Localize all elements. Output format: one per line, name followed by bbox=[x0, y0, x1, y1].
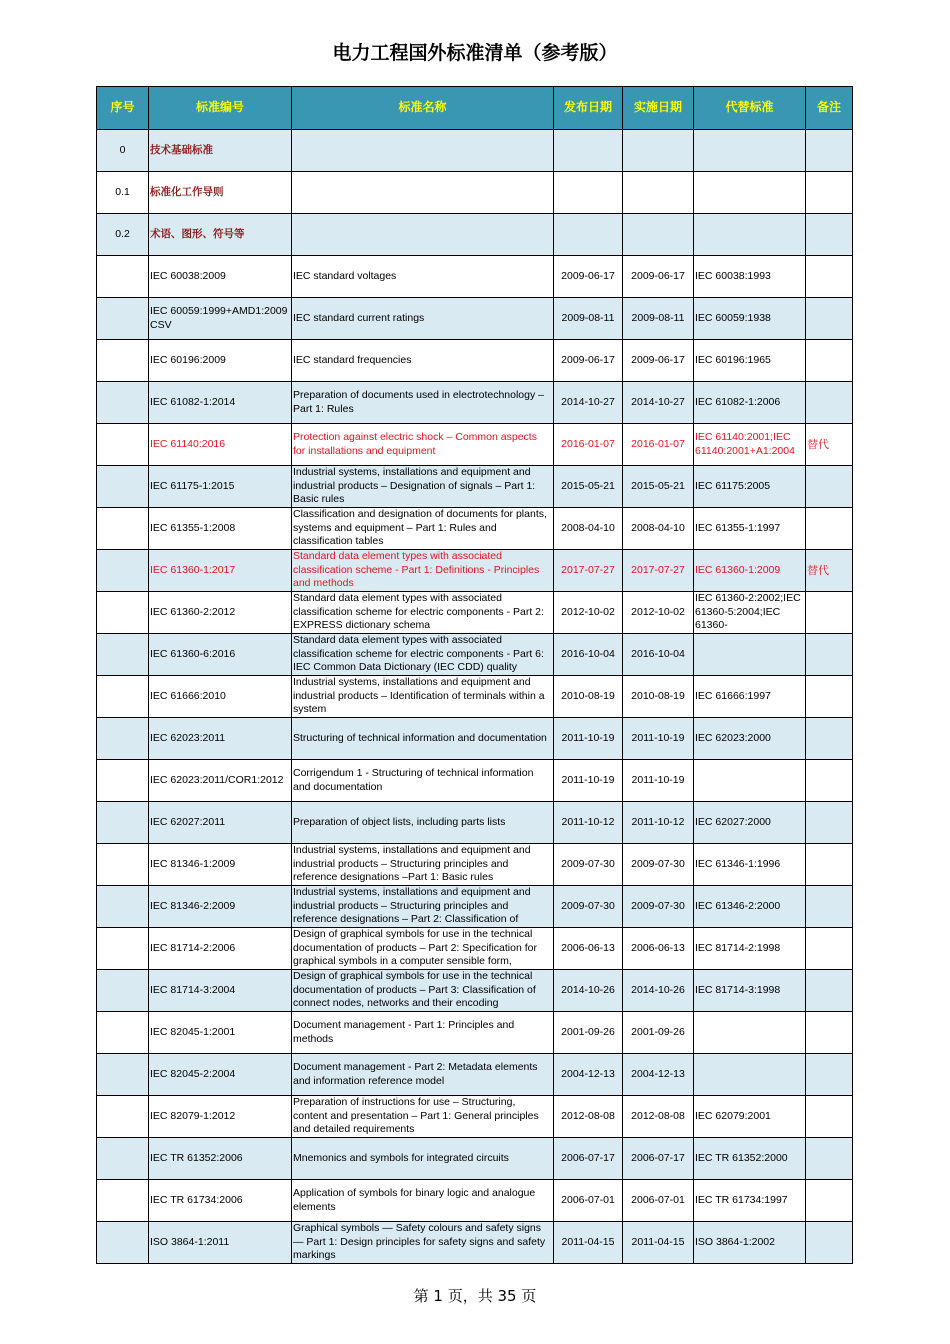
cell-code bbox=[149, 592, 292, 634]
code-text: IEC 61666:2010 bbox=[150, 689, 226, 702]
cell-note bbox=[806, 802, 853, 844]
cell-impl-date: 2009-06-17 bbox=[623, 340, 694, 382]
name-text: Classification and designation of documents for plants, systems and equipment – Part 1: Rules and classification tables bbox=[293, 508, 547, 548]
cell-seq bbox=[97, 592, 149, 634]
cell-seq: 0.2 bbox=[97, 214, 149, 256]
name-text: Design of graphical symbols for use in the technical documentation of products – Part 3: Classification of connect nodes, networks and their encoding bbox=[293, 970, 536, 1010]
cell-replaces bbox=[694, 970, 806, 1012]
cell-category: 术语、图形、符号等 bbox=[149, 214, 292, 256]
cell-impl-date: 2006-07-01 bbox=[623, 1180, 694, 1222]
cell-note bbox=[806, 970, 853, 1012]
cell-seq bbox=[97, 466, 149, 508]
cell-pub-date: 2011-10-12 bbox=[554, 802, 623, 844]
cell-empty bbox=[554, 214, 623, 256]
cell-seq bbox=[97, 382, 149, 424]
code-text: IEC 60059:1999+AMD1:2009 CSV bbox=[150, 305, 288, 331]
cell-impl-date: 2006-07-17 bbox=[623, 1138, 694, 1180]
cell-impl-date: 2006-06-13 bbox=[623, 928, 694, 970]
page-title: 电力工程国外标准清单（参考版） bbox=[332, 42, 618, 64]
name-text: Protection against electric shock – Common aspects for installations and equipment bbox=[293, 431, 537, 457]
cell-impl-date: 2014-10-26 bbox=[623, 970, 694, 1012]
cell-impl-date: 2004-12-13 bbox=[623, 1054, 694, 1096]
code-text: IEC 61360-2:2012 bbox=[150, 605, 236, 618]
cell-replaces bbox=[694, 424, 806, 466]
code-text: IEC 81714-3:2004 bbox=[150, 983, 236, 996]
code-text: IEC 81346-1:2009 bbox=[150, 857, 236, 870]
cell-name bbox=[292, 466, 554, 508]
cell-code bbox=[149, 1012, 292, 1054]
cell-note bbox=[806, 592, 853, 634]
cell-name bbox=[292, 886, 554, 928]
cell-impl-date: 2010-08-19 bbox=[623, 676, 694, 718]
cell-name bbox=[292, 340, 554, 382]
table-row bbox=[97, 1222, 853, 1264]
table-row bbox=[97, 1054, 853, 1096]
table-row bbox=[97, 256, 853, 298]
cell-note bbox=[806, 508, 853, 550]
cell-pub-date: 2009-07-30 bbox=[554, 844, 623, 886]
replaces-text: IEC 61082-1:2006 bbox=[695, 395, 781, 408]
code-text: IEC 82045-2:2004 bbox=[150, 1067, 236, 1080]
code-text: IEC 82045-1:2001 bbox=[150, 1025, 236, 1038]
cell-replaces bbox=[694, 844, 806, 886]
cell-code bbox=[149, 340, 292, 382]
cell-impl-date: 2009-07-30 bbox=[623, 844, 694, 886]
cell-seq bbox=[97, 298, 149, 340]
cell-pub-date: 2009-07-30 bbox=[554, 886, 623, 928]
header-replaces: 代替标准 bbox=[694, 87, 806, 130]
cell-name bbox=[292, 718, 554, 760]
table-row bbox=[97, 298, 853, 340]
cell-pub-date: 2012-08-08 bbox=[554, 1096, 623, 1138]
cell-name bbox=[292, 298, 554, 340]
cell-code bbox=[149, 256, 292, 298]
cell-impl-date: 2001-09-26 bbox=[623, 1012, 694, 1054]
cell-name bbox=[292, 424, 554, 466]
cell-note bbox=[806, 256, 853, 298]
cell-empty bbox=[806, 172, 853, 214]
name-text: Mnemonics and symbols for integrated circuits bbox=[293, 1151, 509, 1164]
name-text: Document management - Part 2: Metadata elements and information reference model bbox=[293, 1061, 538, 1087]
cell-note bbox=[806, 928, 853, 970]
header-name: 标准名称 bbox=[292, 87, 554, 130]
code-text: IEC 82079-1:2012 bbox=[150, 1109, 236, 1122]
cell-pub-date: 2014-10-27 bbox=[554, 382, 623, 424]
name-text: Corrigendum 1 - Structuring of technical information and documentation bbox=[293, 767, 534, 793]
name-text: Preparation of object lists, including parts lists bbox=[293, 815, 506, 828]
cell-name bbox=[292, 1096, 554, 1138]
name-text: Industrial systems, installations and equipment and industrial products – Structuring principles and reference designations – Part 2: Classification of bbox=[293, 886, 531, 926]
name-text: Standard data element types with associated classification scheme for electric components - Part 6: IEC Common Data Dictionary (IEC CDD) quality bbox=[293, 634, 544, 674]
name-text: Design of graphical symbols for use in the technical documentation of products – Part 2: Specification for graphical symbols in a computer sensible form, bbox=[293, 928, 537, 968]
replaces-text: IEC 62079:2001 bbox=[695, 1109, 771, 1122]
cell-code bbox=[149, 508, 292, 550]
table-row bbox=[97, 1138, 853, 1180]
cell-pub-date: 2006-07-17 bbox=[554, 1138, 623, 1180]
code-text: IEC 81714-2:2006 bbox=[150, 941, 236, 954]
table-row bbox=[97, 1012, 853, 1054]
cell-replaces bbox=[694, 340, 806, 382]
cell-pub-date: 2009-08-11 bbox=[554, 298, 623, 340]
code-text: IEC 61355-1:2008 bbox=[150, 521, 236, 534]
cell-seq bbox=[97, 886, 149, 928]
cell-pub-date: 2009-06-17 bbox=[554, 256, 623, 298]
cell-pub-date: 2014-10-26 bbox=[554, 970, 623, 1012]
cell-empty bbox=[623, 130, 694, 172]
cell-name bbox=[292, 1222, 554, 1264]
cell-category: 技术基础标准 bbox=[149, 130, 292, 172]
table-body bbox=[97, 130, 853, 1264]
table-row bbox=[97, 718, 853, 760]
replaces-text: IEC 61666:1997 bbox=[695, 689, 771, 702]
cell-code bbox=[149, 886, 292, 928]
code-text: IEC 62023:2011 bbox=[150, 731, 226, 744]
cell-empty bbox=[623, 214, 694, 256]
replaces-text: IEC TR 61734:1997 bbox=[695, 1193, 788, 1206]
cell-category: 标准化工作导则 bbox=[149, 172, 292, 214]
replaces-text: IEC 61346-1:1996 bbox=[695, 857, 781, 870]
name-text: Standard data element types with associated classification scheme for electric components - Part 2: EXPRESS dictionary schema bbox=[293, 592, 544, 632]
code-text: IEC 61360-6:2016 bbox=[150, 647, 236, 660]
cell-impl-date: 2008-04-10 bbox=[623, 508, 694, 550]
table-row bbox=[97, 592, 853, 634]
cell-note bbox=[806, 676, 853, 718]
replaces-text: IEC 61346-2:2000 bbox=[695, 899, 781, 912]
cell-code bbox=[149, 382, 292, 424]
cell-empty bbox=[554, 172, 623, 214]
cell-pub-date: 2015-05-21 bbox=[554, 466, 623, 508]
cell-note bbox=[806, 466, 853, 508]
cell-replaces bbox=[694, 466, 806, 508]
cell-replaces bbox=[694, 1138, 806, 1180]
table-row bbox=[97, 1096, 853, 1138]
name-text: Preparation of instructions for use – Structuring, content and presentation – Part 1: General principles and detailed requirements bbox=[293, 1096, 539, 1136]
name-text: Document management - Part 1: Principles and methods bbox=[293, 1019, 515, 1045]
name-text: IEC standard voltages bbox=[293, 269, 397, 282]
cell-empty bbox=[623, 172, 694, 214]
cell-seq bbox=[97, 256, 149, 298]
cell-impl-date: 2015-05-21 bbox=[623, 466, 694, 508]
code-text: IEC 61175-1:2015 bbox=[150, 479, 235, 492]
table-row bbox=[97, 550, 853, 592]
cell-pub-date: 2011-10-19 bbox=[554, 718, 623, 760]
cell-pub-date: 2009-06-17 bbox=[554, 340, 623, 382]
table-row bbox=[97, 760, 853, 802]
table-row bbox=[97, 802, 853, 844]
cell-seq: 0 bbox=[97, 130, 149, 172]
cell-seq bbox=[97, 802, 149, 844]
category-row bbox=[97, 214, 853, 256]
cell-name bbox=[292, 256, 554, 298]
replaces-text: IEC 60196:1965 bbox=[695, 353, 771, 366]
cell-note bbox=[806, 382, 853, 424]
table-row bbox=[97, 886, 853, 928]
cell-code bbox=[149, 424, 292, 466]
replaces-text: IEC 81714-3:1998 bbox=[695, 983, 781, 996]
cell-note bbox=[806, 634, 853, 676]
cell-code bbox=[149, 1180, 292, 1222]
cell-seq bbox=[97, 676, 149, 718]
code-text: IEC 60038:2009 bbox=[150, 269, 226, 282]
table-row bbox=[97, 844, 853, 886]
page-footer: 第 1 页，共 35 页 bbox=[413, 1287, 537, 1305]
name-text: Graphical symbols — Safety colours and safety signs — Part 1: Design principles for safety signs and safety markings bbox=[293, 1222, 546, 1262]
replaces-text: ISO 3864-1:2002 bbox=[695, 1235, 775, 1248]
cell-name bbox=[292, 592, 554, 634]
cell-replaces bbox=[694, 1054, 806, 1096]
name-text: Application of symbols for binary logic and analogue elements bbox=[293, 1187, 536, 1213]
cell-code bbox=[149, 718, 292, 760]
cell-seq: 0.1 bbox=[97, 172, 149, 214]
cell-impl-date: 2016-01-07 bbox=[623, 424, 694, 466]
cell-seq bbox=[97, 1012, 149, 1054]
cell-replaces bbox=[694, 550, 806, 592]
cell-seq bbox=[97, 1180, 149, 1222]
cell-replaces bbox=[694, 592, 806, 634]
cell-note bbox=[806, 298, 853, 340]
cell-pub-date: 2011-10-19 bbox=[554, 760, 623, 802]
table-row bbox=[97, 424, 853, 466]
cell-code bbox=[149, 1054, 292, 1096]
cell-note bbox=[806, 1180, 853, 1222]
cell-seq bbox=[97, 634, 149, 676]
cell-replaces bbox=[694, 1096, 806, 1138]
cell-pub-date: 2011-04-15 bbox=[554, 1222, 623, 1264]
cell-seq bbox=[97, 844, 149, 886]
table-row bbox=[97, 340, 853, 382]
cell-code bbox=[149, 466, 292, 508]
cell-impl-date: 2009-06-17 bbox=[623, 256, 694, 298]
name-text: IEC standard current ratings bbox=[293, 311, 425, 324]
cell-name bbox=[292, 382, 554, 424]
cell-code bbox=[149, 298, 292, 340]
cell-pub-date: 2017-07-27 bbox=[554, 550, 623, 592]
table-header-row bbox=[97, 87, 853, 130]
cell-empty bbox=[694, 214, 806, 256]
name-text: Industrial systems, installations and equipment and industrial products – Structuring principles and reference designations –Part 1: Basic rules bbox=[293, 844, 531, 884]
cell-impl-date: 2011-04-15 bbox=[623, 1222, 694, 1264]
table-row bbox=[97, 634, 853, 676]
replaces-text: IEC 61360-1:2009 bbox=[695, 563, 781, 576]
header-impl-date: 实施日期 bbox=[623, 87, 694, 130]
code-text: IEC TR 61734:2006 bbox=[150, 1193, 243, 1206]
cell-seq bbox=[97, 970, 149, 1012]
cell-note bbox=[806, 1054, 853, 1096]
code-text: IEC TR 61352:2006 bbox=[150, 1151, 243, 1164]
cell-note bbox=[806, 1222, 853, 1264]
cell-replaces bbox=[694, 298, 806, 340]
header-pub-date: 发布日期 bbox=[554, 87, 623, 130]
cell-replaces bbox=[694, 382, 806, 424]
cell-code bbox=[149, 550, 292, 592]
header-code: 标准编号 bbox=[149, 87, 292, 130]
cell-seq bbox=[97, 1054, 149, 1096]
cell-name bbox=[292, 1138, 554, 1180]
cell-note: 替代 bbox=[806, 550, 853, 592]
replaces-text: IEC 60038:1993 bbox=[695, 269, 771, 282]
table-row bbox=[97, 508, 853, 550]
cell-seq bbox=[97, 1222, 149, 1264]
cell-replaces bbox=[694, 634, 806, 676]
cell-empty bbox=[292, 130, 554, 172]
cell-replaces bbox=[694, 256, 806, 298]
cell-name bbox=[292, 928, 554, 970]
cell-code bbox=[149, 1222, 292, 1264]
cell-impl-date: 2009-07-30 bbox=[623, 886, 694, 928]
cell-name bbox=[292, 970, 554, 1012]
cell-empty bbox=[292, 172, 554, 214]
cell-name bbox=[292, 508, 554, 550]
cell-seq bbox=[97, 550, 149, 592]
cell-replaces bbox=[694, 886, 806, 928]
cell-empty bbox=[806, 214, 853, 256]
cell-note bbox=[806, 718, 853, 760]
cell-empty bbox=[694, 130, 806, 172]
cell-pub-date: 2012-10-02 bbox=[554, 592, 623, 634]
table-row bbox=[97, 382, 853, 424]
cell-note bbox=[806, 760, 853, 802]
cell-impl-date: 2017-07-27 bbox=[623, 550, 694, 592]
cell-note bbox=[806, 1012, 853, 1054]
cell-code bbox=[149, 844, 292, 886]
standards-table bbox=[96, 86, 853, 1264]
table-row bbox=[97, 1180, 853, 1222]
cell-code bbox=[149, 1096, 292, 1138]
header-seq: 序号 bbox=[97, 87, 149, 130]
cell-code bbox=[149, 676, 292, 718]
cell-note bbox=[806, 1096, 853, 1138]
cell-empty bbox=[554, 130, 623, 172]
code-text: IEC 60196:2009 bbox=[150, 353, 226, 366]
cell-impl-date: 2011-10-19 bbox=[623, 760, 694, 802]
cell-note bbox=[806, 844, 853, 886]
cell-code bbox=[149, 634, 292, 676]
cell-name bbox=[292, 550, 554, 592]
cell-pub-date: 2006-07-01 bbox=[554, 1180, 623, 1222]
cell-name bbox=[292, 1054, 554, 1096]
cell-replaces bbox=[694, 1180, 806, 1222]
replaces-text: IEC 61140:2001;IEC 61140:2001+A1:2004 bbox=[695, 431, 795, 457]
cell-replaces bbox=[694, 760, 806, 802]
cell-impl-date: 2012-10-02 bbox=[623, 592, 694, 634]
code-text: IEC 62027:2011 bbox=[150, 815, 226, 828]
replaces-text: IEC TR 61352:2000 bbox=[695, 1151, 788, 1164]
cell-note bbox=[806, 340, 853, 382]
cell-impl-date: 2016-10-04 bbox=[623, 634, 694, 676]
cell-name bbox=[292, 676, 554, 718]
cell-replaces bbox=[694, 928, 806, 970]
table-row bbox=[97, 928, 853, 970]
cell-pub-date: 2016-01-07 bbox=[554, 424, 623, 466]
cell-pub-date: 2008-04-10 bbox=[554, 508, 623, 550]
replaces-text: IEC 62027:2000 bbox=[695, 815, 771, 828]
cell-replaces bbox=[694, 802, 806, 844]
cell-code bbox=[149, 1138, 292, 1180]
name-text: Structuring of technical information and documentation bbox=[293, 731, 547, 744]
cell-seq bbox=[97, 508, 149, 550]
cell-pub-date: 2010-08-19 bbox=[554, 676, 623, 718]
cell-replaces bbox=[694, 718, 806, 760]
replaces-text: IEC 62023:2000 bbox=[695, 731, 771, 744]
cell-seq bbox=[97, 928, 149, 970]
cell-note: 替代 bbox=[806, 424, 853, 466]
cell-code bbox=[149, 928, 292, 970]
cell-name bbox=[292, 844, 554, 886]
cell-name bbox=[292, 634, 554, 676]
cell-seq bbox=[97, 1096, 149, 1138]
cell-pub-date: 2001-09-26 bbox=[554, 1012, 623, 1054]
cell-name bbox=[292, 1012, 554, 1054]
name-text: Industrial systems, installations and equipment and industrial products – Identification of terminals within a system bbox=[293, 676, 545, 716]
cell-seq bbox=[97, 340, 149, 382]
cell-empty bbox=[806, 130, 853, 172]
cell-note bbox=[806, 1138, 853, 1180]
code-text: IEC 81346-2:2009 bbox=[150, 899, 236, 912]
name-text: IEC standard frequencies bbox=[293, 353, 412, 366]
table-row bbox=[97, 466, 853, 508]
cell-impl-date: 2012-08-08 bbox=[623, 1096, 694, 1138]
code-text: IEC 61140:2016 bbox=[150, 437, 226, 450]
name-text: Preparation of documents used in electrotechnology – Part 1: Rules bbox=[293, 389, 544, 415]
category-row bbox=[97, 130, 853, 172]
category-row bbox=[97, 172, 853, 214]
cell-seq bbox=[97, 1138, 149, 1180]
cell-impl-date: 2011-10-12 bbox=[623, 802, 694, 844]
cell-empty bbox=[694, 172, 806, 214]
table-row bbox=[97, 676, 853, 718]
replaces-text: IEC 61355-1:1997 bbox=[695, 521, 781, 534]
table-row bbox=[97, 970, 853, 1012]
cell-pub-date: 2016-10-04 bbox=[554, 634, 623, 676]
cell-seq bbox=[97, 760, 149, 802]
cell-replaces bbox=[694, 508, 806, 550]
cell-seq bbox=[97, 718, 149, 760]
cell-code bbox=[149, 970, 292, 1012]
cell-code bbox=[149, 802, 292, 844]
cell-seq bbox=[97, 424, 149, 466]
cell-impl-date: 2011-10-19 bbox=[623, 718, 694, 760]
header-note: 备注 bbox=[806, 87, 853, 130]
cell-code bbox=[149, 760, 292, 802]
name-text: Industrial systems, installations and equipment and industrial products – Designation of signals – Part 1: Basic rules bbox=[293, 466, 536, 506]
cell-pub-date: 2004-12-13 bbox=[554, 1054, 623, 1096]
cell-note bbox=[806, 886, 853, 928]
code-text: IEC 61082-1:2014 bbox=[150, 395, 236, 408]
replaces-text: IEC 81714-2:1998 bbox=[695, 941, 781, 954]
cell-replaces bbox=[694, 1222, 806, 1264]
cell-pub-date: 2006-06-13 bbox=[554, 928, 623, 970]
code-text: ISO 3864-1:2011 bbox=[150, 1235, 230, 1248]
cell-replaces bbox=[694, 1012, 806, 1054]
name-text: Standard data element types with associated classification scheme - Part 1: Definitions - Principles and methods bbox=[293, 550, 540, 590]
cell-name bbox=[292, 1180, 554, 1222]
code-text: IEC 61360-1:2017 bbox=[150, 563, 236, 576]
cell-impl-date: 2009-08-11 bbox=[623, 298, 694, 340]
replaces-text: IEC 60059:1938 bbox=[695, 311, 771, 324]
replaces-text: IEC 61175:2005 bbox=[695, 479, 771, 492]
cell-impl-date: 2014-10-27 bbox=[623, 382, 694, 424]
cell-name bbox=[292, 802, 554, 844]
cell-replaces bbox=[694, 676, 806, 718]
replaces-text: IEC 61360-2:2002;IEC 61360-5:2004;IEC 61360- bbox=[695, 592, 801, 632]
cell-name bbox=[292, 760, 554, 802]
code-text: IEC 62023:2011/COR1:2012 bbox=[150, 773, 284, 786]
cell-empty bbox=[292, 214, 554, 256]
